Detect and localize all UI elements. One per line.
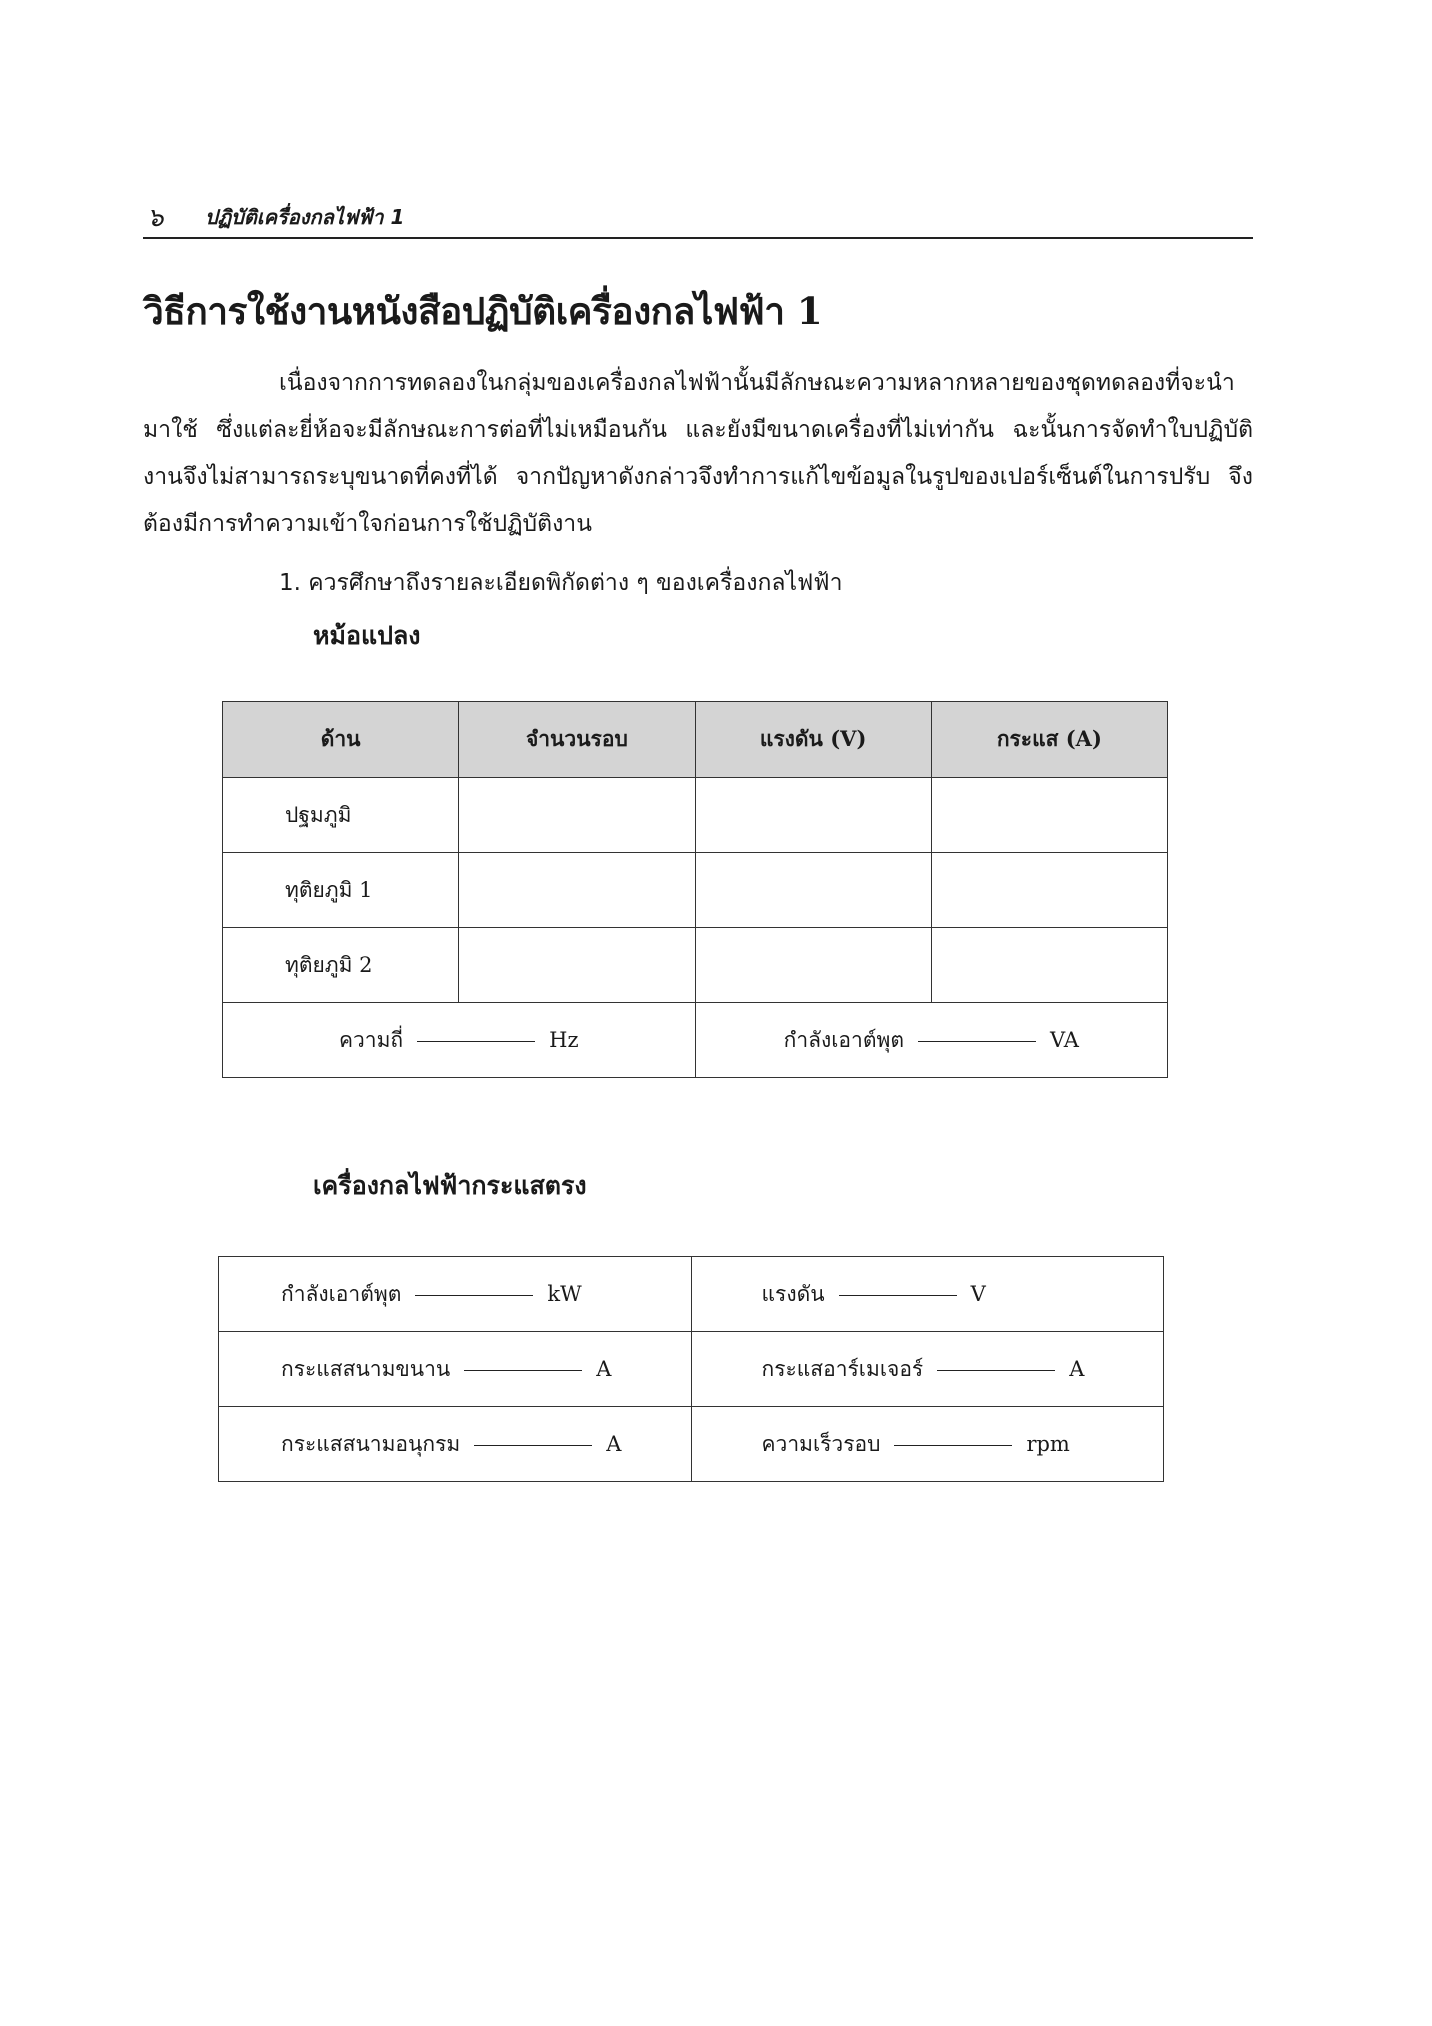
current-cell[interactable] — [931, 928, 1167, 1003]
rating-blank[interactable] — [937, 1370, 1055, 1371]
rating-label: กำลังเอาต์พุต — [281, 1281, 402, 1306]
rating-cell — [219, 1407, 692, 1482]
list-item: 1. ควรศึกษาถึงรายละเอียดพิกัดต่าง ๆ ของเครื่องกลไฟฟ้า — [279, 570, 843, 596]
section-title: วิธีการใช้งานหนังสือปฏิบัติเครื่องกลไฟฟ้า 1 — [143, 289, 823, 333]
page-number: ๖ — [147, 203, 164, 233]
rating-cell — [219, 1332, 692, 1407]
running-header — [143, 195, 1253, 239]
body-paragraph: เนื่องจากการทดลองในกลุ่มของเครื่องกลไฟฟ้านั้นมีลักษณะความหลากหลายของชุดทดลองที่จะนำมาใช้ ซึ่งแต่ละยี่ห้อจะมีลักษณะการต่อที่ไม่เหมือนกัน และยังมีขนาดเครื่องที่ไม่เท่ากัน ฉะนั้นการจัดทำใบปฏิบัติงานจึงไม่สามารถระบุขนาดที่คงที่ได้ จากปัญหาดังกล่าวจึงทำการแก้ไขข้อมูลในรูปของเปอร์เซ็นต์ในการปรับ จึงต้องมีการทำความเข้าใจก่อนการใช้ปฏิบัติงาน — [143, 370, 1253, 537]
table-row — [223, 853, 1168, 928]
rating-unit: A — [606, 1431, 622, 1456]
rating-cell — [691, 1257, 1164, 1332]
frequency-blank[interactable] — [417, 1041, 535, 1042]
rating-blank[interactable] — [474, 1445, 592, 1446]
column-header: ด้าน — [223, 702, 459, 778]
row-label: ทุติยภูมิ 2 — [223, 928, 459, 1003]
rating-blank[interactable] — [839, 1295, 957, 1296]
frequency-label: ความถี่ — [338, 1027, 404, 1052]
rating-unit: A — [596, 1356, 612, 1381]
voltage-cell[interactable] — [695, 928, 931, 1003]
rating-label: ความเร็วรอบ — [761, 1431, 881, 1456]
row-label: ปฐมภูมิ — [223, 778, 459, 853]
frequency-unit: Hz — [549, 1027, 579, 1052]
rating-label: แรงดัน — [761, 1281, 825, 1306]
output-power-field — [695, 1003, 1168, 1078]
rating-blank[interactable] — [894, 1445, 1012, 1446]
rating-blank[interactable] — [464, 1370, 582, 1371]
transformer-heading: หม้อแปลง — [313, 621, 421, 650]
voltage-cell[interactable] — [695, 778, 931, 853]
row-label: ทุติยภูมิ 1 — [223, 853, 459, 928]
table-row — [219, 1332, 1164, 1407]
voltage-cell[interactable] — [695, 853, 931, 928]
book-title: ปฏิบัติเครื่องกลไฟฟ้า 1 — [205, 205, 405, 229]
transformer-table — [222, 701, 1168, 1078]
output-power-unit: VA — [1049, 1027, 1079, 1052]
table-row — [219, 1257, 1164, 1332]
rating-unit: V — [970, 1281, 986, 1306]
table-header-row — [223, 702, 1168, 778]
rating-blank[interactable] — [415, 1295, 533, 1296]
turns-cell[interactable] — [459, 778, 695, 853]
column-header: กระแส (A) — [931, 702, 1167, 778]
column-header: แรงดัน (V) — [695, 702, 931, 778]
table-row — [223, 928, 1168, 1003]
frequency-field — [223, 1003, 696, 1078]
current-cell[interactable] — [931, 853, 1167, 928]
rating-cell — [219, 1257, 692, 1332]
rating-label: กระแสอาร์เมเจอร์ — [761, 1356, 924, 1381]
table-row — [223, 778, 1168, 853]
rating-cell — [691, 1407, 1164, 1482]
rating-unit: kW — [547, 1281, 582, 1306]
rating-label: กระแสสนามขนาน — [281, 1356, 451, 1381]
output-power-label: กำลังเอาต์พุต — [783, 1027, 904, 1052]
column-header: จำนวนรอบ — [459, 702, 695, 778]
rating-label: กระแสสนามอนุกรม — [281, 1431, 461, 1456]
turns-cell[interactable] — [459, 928, 695, 1003]
rating-cell — [691, 1332, 1164, 1407]
output-power-blank[interactable] — [918, 1041, 1036, 1042]
table-footer-row — [223, 1003, 1168, 1078]
turns-cell[interactable] — [459, 853, 695, 928]
dc-machine-table — [218, 1256, 1164, 1482]
table-row — [219, 1407, 1164, 1482]
dc-machine-heading: เครื่องกลไฟฟ้ากระแสตรง — [313, 1171, 587, 1200]
current-cell[interactable] — [931, 778, 1167, 853]
rating-unit: A — [1069, 1356, 1085, 1381]
rating-unit: rpm — [1026, 1431, 1070, 1456]
